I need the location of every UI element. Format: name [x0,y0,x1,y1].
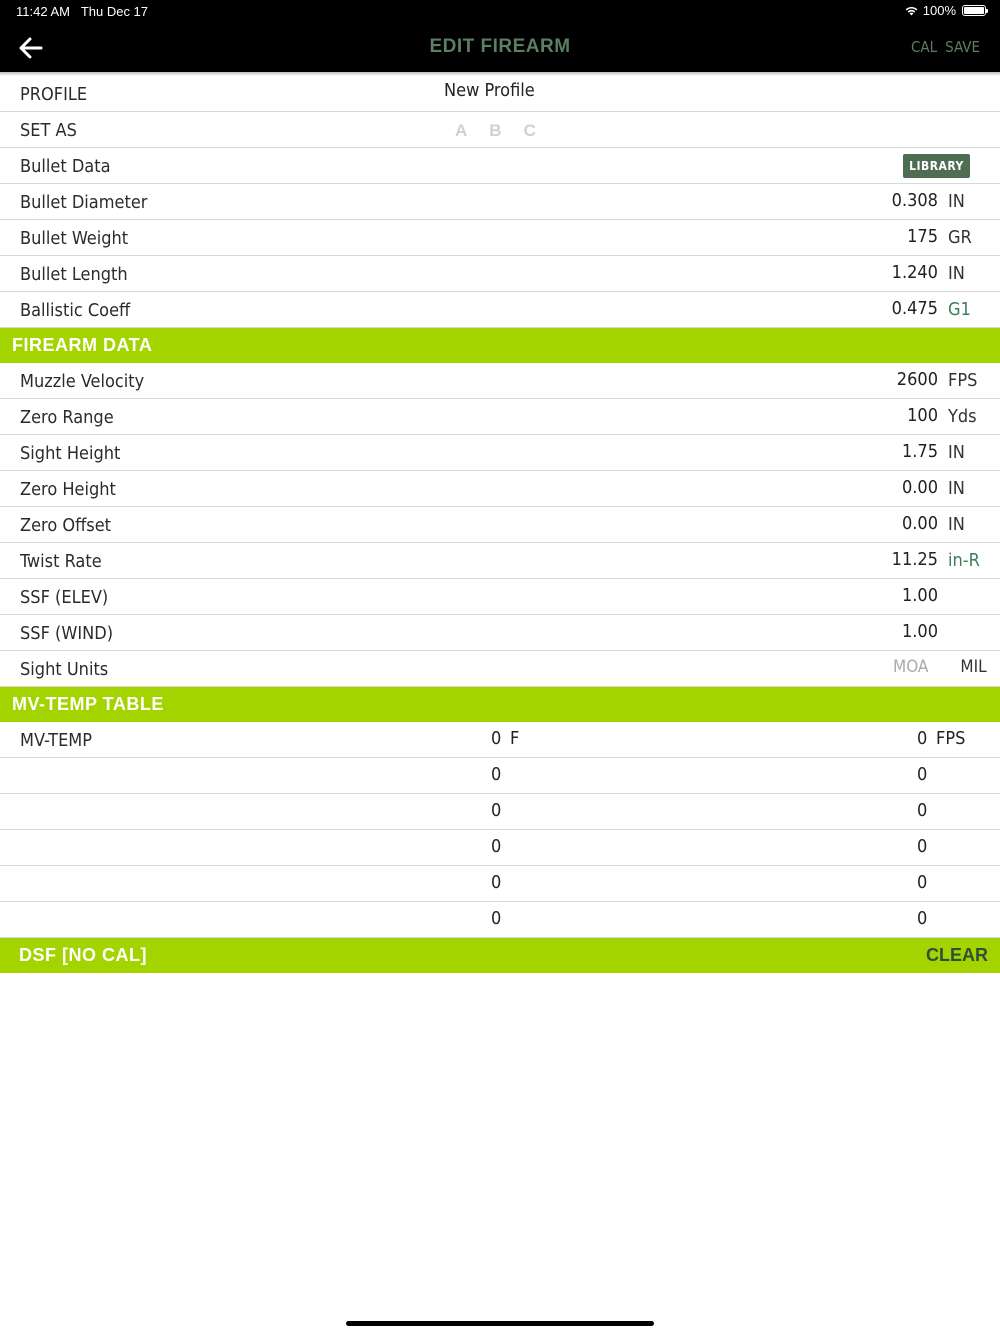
mv-temp-row[interactable] [0,902,1000,938]
sight-height-row[interactable] [0,435,1000,471]
sight-height-unit[interactable]: IN [948,442,965,463]
bullet-weight-value[interactable]: 175 [907,226,938,247]
temp-value[interactable]: 0 [491,728,502,749]
sight-units-toggle [893,657,987,677]
set-as-c-button[interactable]: C [523,121,536,140]
profile-name-field[interactable]: New Profile [444,80,535,101]
page-title: EDIT FIREARM [429,36,571,57]
sight-units-row [0,651,1000,687]
drag-model-toggle[interactable]: G1 [948,299,971,320]
mv-unit: FPS [936,728,966,749]
top-bar [0,0,1000,72]
zero-range-unit[interactable]: Yds [948,406,977,427]
zero-offset-unit[interactable]: IN [948,514,965,535]
temp-value[interactable]: 0 [491,764,502,785]
bullet-length-unit[interactable]: IN [948,263,965,284]
temp-value[interactable]: 0 [491,872,502,893]
set-as-row [0,112,1000,148]
bullet-diameter-value[interactable]: 0.308 [891,190,938,211]
section-title: MV-TEMP TABLE [12,694,164,714]
battery-icon [962,5,986,16]
firearm-data-header [0,328,1000,363]
muzzle-velocity-value[interactable]: 2600 [896,369,938,390]
row-label: Zero Height [20,479,116,500]
twist-direction-toggle[interactable]: in-R [948,550,980,571]
row-label: SSF (ELEV) [20,587,109,608]
section-title: DSF [NO CAL] [19,945,147,965]
mv-temp-row[interactable] [0,758,1000,794]
set-as-a-button[interactable]: A [455,121,468,140]
row-label: Ballistic Coeff [20,300,131,321]
bullet-weight-row[interactable] [0,220,1000,256]
ballistic-coeff-row[interactable] [0,292,1000,328]
mv-temp-row[interactable] [0,722,1000,758]
set-as-label: SET AS [20,120,77,141]
ssf-elev-value[interactable]: 1.00 [901,585,938,606]
row-label: Muzzle Velocity [20,371,145,392]
battery-percent: 100% [922,3,956,18]
row-label: SSF (WIND) [20,623,114,644]
bullet-diameter-unit[interactable]: IN [948,191,965,212]
temp-value[interactable]: 0 [491,908,502,929]
mv-temp-row[interactable] [0,794,1000,830]
row-label: Bullet Length [20,264,128,285]
temp-unit: F [510,728,520,749]
row-label: Bullet Weight [20,228,129,249]
mv-temp-table-header [0,687,1000,722]
section-title: FIREARM DATA [12,335,153,355]
zero-range-value[interactable]: 100 [907,405,938,426]
library-button[interactable]: LIBRARY [903,154,970,178]
temp-value[interactable]: 0 [491,800,502,821]
zero-offset-row[interactable] [0,507,1000,543]
mv-value[interactable]: 0 [917,800,928,821]
mil-option[interactable]: MIL [960,657,987,677]
row-label: Zero Range [20,407,114,428]
mv-value[interactable]: 0 [917,908,928,929]
bullet-diameter-row[interactable] [0,184,1000,220]
nav-actions [911,38,980,56]
dsf-header [0,938,1000,973]
muzzle-velocity-row[interactable] [0,363,1000,399]
zero-height-value[interactable]: 0.00 [901,477,938,498]
profile-row[interactable] [0,76,1000,112]
wifi-icon [904,5,919,16]
muzzle-velocity-unit[interactable]: FPS [948,370,978,391]
row-label: Sight Height [20,443,121,464]
mv-value[interactable]: 0 [917,728,928,749]
bullet-weight-unit[interactable]: GR [948,227,972,248]
home-indicator [346,1321,654,1326]
mv-temp-row[interactable] [0,830,1000,866]
row-label: Zero Offset [20,515,112,536]
zero-range-row[interactable] [0,399,1000,435]
mv-value[interactable]: 0 [917,836,928,857]
ssf-wind-value[interactable]: 1.00 [901,621,938,642]
bullet-data-row [0,148,1000,184]
ballistic-coeff-value[interactable]: 0.475 [891,298,938,319]
moa-option[interactable]: MOA [893,657,929,677]
status-time: 11:42 AM Thu Dec 17 [16,4,149,19]
zero-height-unit[interactable]: IN [948,478,965,499]
set-as-b-button[interactable]: B [489,121,502,140]
set-as-options [455,121,536,141]
row-label: Bullet Diameter [20,192,148,213]
sight-units-label: Sight Units [20,659,109,680]
row-label: Twist Rate [20,551,102,572]
twist-rate-row[interactable] [0,543,1000,579]
sight-height-value[interactable]: 1.75 [901,441,938,462]
temp-value[interactable]: 0 [491,836,502,857]
ssf-elev-row[interactable] [0,579,1000,615]
zero-offset-value[interactable]: 0.00 [901,513,938,534]
save-button[interactable]: SAVE [945,38,980,56]
status-right [904,3,986,18]
firearm-form [0,76,1000,973]
clear-button[interactable]: CLEAR [926,945,988,965]
twist-rate-value[interactable]: 11.25 [891,549,938,570]
mv-value[interactable]: 0 [917,764,928,785]
bullet-data-label: Bullet Data [20,156,111,177]
mv-value[interactable]: 0 [917,872,928,893]
ssf-wind-row[interactable] [0,615,1000,651]
bullet-length-value[interactable]: 1.240 [891,262,938,283]
profile-label: PROFILE [20,84,88,105]
zero-height-row[interactable] [0,471,1000,507]
bullet-length-row[interactable] [0,256,1000,292]
mv-temp-row[interactable] [0,866,1000,902]
mv-temp-label: MV-TEMP [20,730,93,751]
cal-button[interactable]: CAL [910,38,938,56]
